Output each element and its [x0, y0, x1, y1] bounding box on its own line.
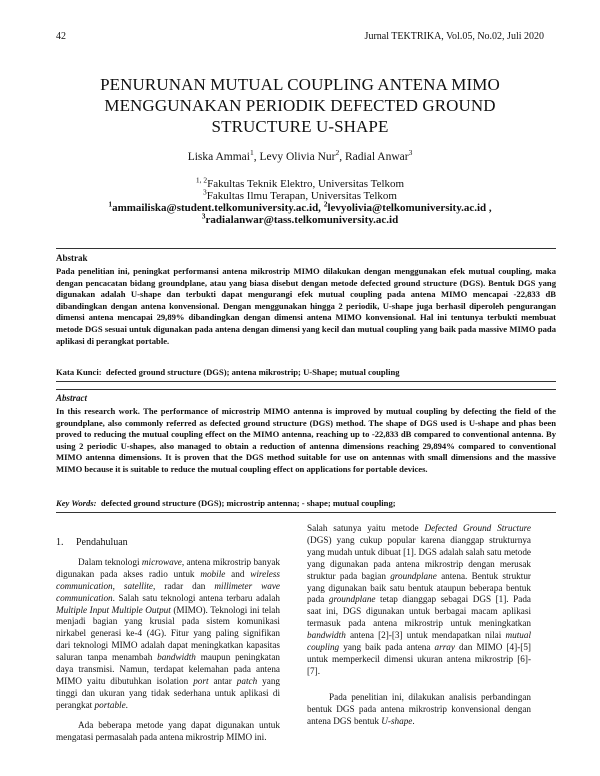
- intro-paragraph: Pada penelitian ini, dilakukan analisis perbandingan bentuk DGS pada antena mikrostrip konvensional dengan antena DGS bentuk U-shape.: [307, 691, 531, 726]
- abstract-heading: Abstract: [56, 393, 88, 403]
- abstrak-body: Pada penelitian ini, peningkat performansi antena mikrostrip MIMO dilakukan dengan menggunakan efek mutual coupling, maka dengan pencacatan bidang groundplane, atau yang biasa disebut dengan metode defected ground structure (DGS). Bentuk DGS yang digunakan adalah U-shape dan terbukti dapat mengurangi efek mutual coupling pada antena MIMO mencapai -22,833 dB dibandingkan dengan antena konvensional. Dengan menggunakan hingga 2 periodik, U-shape juga berhasil diperoleh pengurangan dimensi antena mencapai 29,89% dibandingkan dengan dimensi antena MIMO konvensional. Hal ini tentunya terbukti membuat metode DGS sesuai untuk digunakan pada antena dengan dimensi yang kecil dan mutual coupling yang baik pada massive MIMO pada aplikasi di perangkat portable.: [56, 266, 556, 346]
- section-title: Pendahuluan: [76, 537, 128, 548]
- author-sup: 3: [408, 148, 413, 158]
- email-link[interactable]: ammailiska@student.telkomuniversity.ac.id,: [112, 202, 324, 214]
- paper-title: [60, 74, 540, 137]
- section-number: 1.: [56, 537, 64, 548]
- author-sup: 2: [335, 148, 340, 158]
- right-column: [307, 523, 531, 728]
- divider: [56, 389, 556, 390]
- key-words: [56, 498, 556, 508]
- divider: [56, 512, 556, 513]
- title-line: STRUCTURE U-SHAPE: [211, 117, 389, 136]
- divider: [56, 248, 556, 249]
- email-link[interactable]: levyolivia@telkomuniversity.ac.id ,: [327, 202, 492, 214]
- email-link[interactable]: radialanwar@tass.telkomuniversity.ac.id: [205, 214, 399, 226]
- author-list: Liska Ammai$^1$, Levy Olivia Nur$^2$, Radial Anwar$^3$: [187, 148, 413, 163]
- section-heading: [56, 537, 280, 549]
- intro-paragraph: Dalam teknologi microwave, antena mikrostrip banyak digunakan pada akses radio untuk mobile and wireless communication, satellite, radar dan millimeter wave communication. Salah satu teknologi antena terbaru adalah Multiple Input Multiple Output (MIMO). Teknologi ini telah menjadi bagian yang krusial pada sistem komunikasi nirkabel generasi ke-4 (4G). Fitur yang paling signifikan dari teknologi MIMO adalah dapat meningkatkan kapasitas saluran tanpa menambah bandwidth maupun peningkatan daya transmisi. Namun, terdapat kelemahan pada antena MIMO yaitu dibutuhkan isolation port antar patch yang tinggi dan ukuran yang tidak sederhana untuk aplikasi di perangkat portable.: [56, 556, 281, 710]
- author-name: Liska Ammai: [187, 151, 250, 163]
- abstrak-heading: Abstrak: [56, 253, 88, 263]
- title-line: PENURUNAN MUTUAL COUPLING ANTENA MIMO: [100, 75, 500, 94]
- kata-kunci-values: defected ground structure (DGS); antena mikrostrip; U-Shape; mutual coupling: [105, 367, 400, 377]
- page-number: 42: [56, 31, 66, 42]
- author-name: Radial Anwar: [345, 151, 409, 163]
- title-line: MENGGUNAKAN PERIODIK DEFECTED GROUND: [104, 96, 496, 115]
- author-sup: 1: [249, 148, 254, 158]
- kata-kunci-label: Kata Kunci:: [56, 367, 102, 377]
- left-column: [56, 537, 280, 744]
- author-name: Levy Olivia Nur: [259, 151, 336, 163]
- journal-info: Jurnal TEKTRIKA, Vol.05, No.02, Juli 2020: [364, 31, 544, 42]
- affiliation-line: $^{1, 2}$Fakultas Teknik Elektro, Universitas Telkom: [195, 175, 405, 190]
- kata-kunci: [56, 367, 556, 377]
- key-words-label: Key Words:: [56, 498, 97, 508]
- email-line: $^1$ammailiska@student.telkomuniversity.ac.id, $^2$levyolivia@telkomuniversity.ac.id ,: [108, 199, 492, 214]
- intro-paragraph: Salah satunya yaitu metode Defected Ground Structure (DGS) yang cukup popular karena dianggap strukturnya yang mudah untuk dibuat [1]. DGS adalah salah satu metode yang digunakan pada antena mikrostrip dengan merusak struktur pada bagian groundplane antena. Bentuk struktur yang digunakan baik satu bentuk ataupun beberapa bentuk pada groundplane tetap dianggap sebagai DGS [1]. Pada saat ini, DGS digunakan untuk berbagai macam aplikasi termasuk pada antena mikrostrip untuk meningkatkan bandwidth antena [2]-[3] untuk mendapatkan nilai mutual coupling yang baik pada antena array dan MIMO [4]-[5] untuk memperkecil dimensi ukuran antena mikrostrip [6]-[7].: [307, 523, 531, 676]
- key-words-values: defected ground structure (DGS); microstrip antenna; - shape; mutual coupling;: [100, 498, 396, 508]
- abstract-body: In this research work. The performance of microstrip MIMO antenna is improved by mutual coupling by defecting the field of the groundplane, also commonly referred as defected ground structure (DGS) method. The shape of DGS used is U-shape and phas been proved to reducing the mutual coupling effect on the MIMO antenna, reaching up to -22,833 dB compared to conventional antenna. By using 2 periodic U-shapes, also managed to obtain a reduction of antenna dimensions reaching 29,894% compared to conventional MIMO antenna dimensions. It is proven that the DGS method suitable for use on antennas with small dimensions and the massive MIMO because it is suitable to reduce the mutual coupling effect on applications for portable devices.: [56, 406, 556, 474]
- affiliations: [60, 175, 540, 226]
- intro-paragraph: Ada beberapa metode yang dapat digunakan untuk mengatasi permasalah pada antena mikrostrip MIMO ini.: [56, 719, 280, 742]
- email-line: $^3$radialanwar@tass.telkomuniversity.ac.id: [201, 211, 399, 226]
- divider: [56, 381, 556, 382]
- affiliation-line: $^3$Fakultas Ilmu Terapan, Universitas Telkom: [203, 187, 397, 202]
